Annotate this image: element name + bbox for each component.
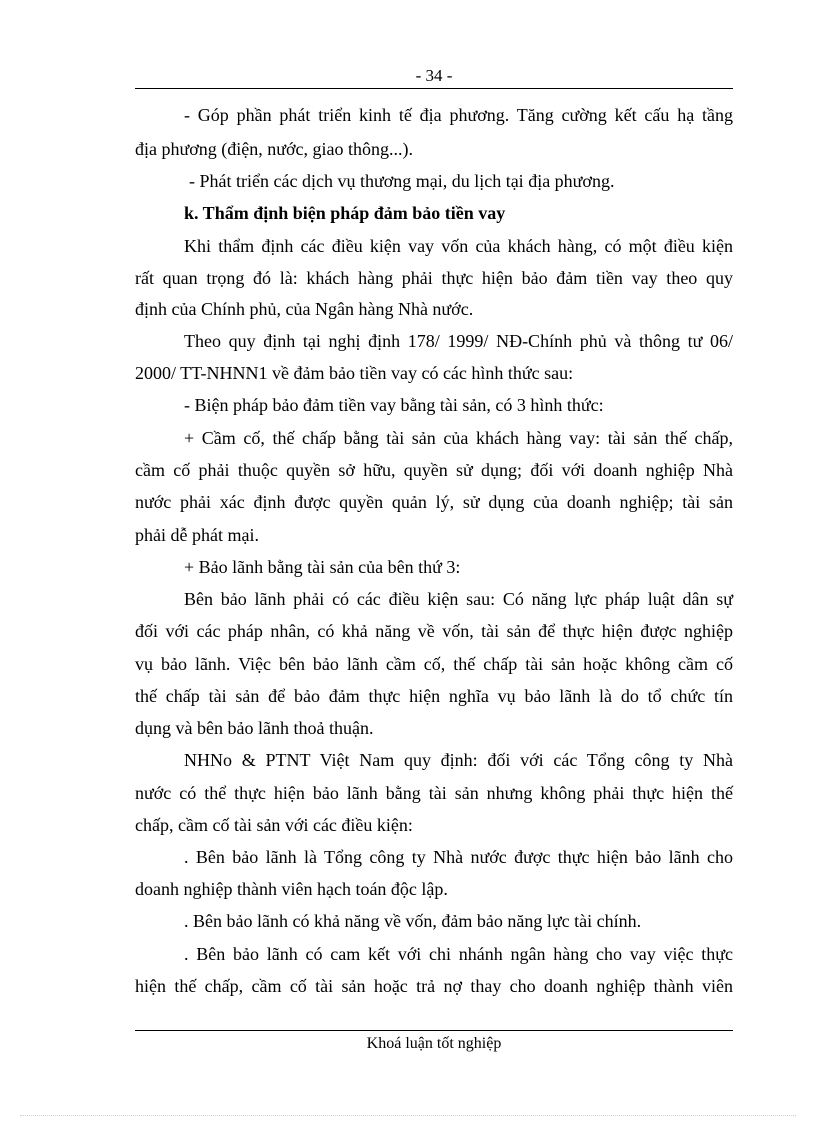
page-edge-divider xyxy=(20,1115,796,1116)
text-line: doanh nghiệp thành viên hạch toán độc lập. xyxy=(135,879,448,899)
text-line: định của Chính phủ, của Ngân hàng Nhà nước. xyxy=(135,299,474,319)
text-line: . Bên bảo lãnh có khả năng về vốn, đảm bảo năng lực tài chính. xyxy=(184,911,642,931)
text-line: 2000/ TT-NHNN1 về đảm bảo tiền vay có các hình thức sau: xyxy=(135,363,574,383)
text-line: cầm cố phải thuộc quyền sở hữu, quyền sử dụng; đối với doanh nghiệp Nhà xyxy=(135,460,733,480)
text-line: rất quan trọng đó là: khách hàng phải thực hiện bảo đảm tiền vay theo quy xyxy=(135,268,733,288)
text-line: + Cầm cố, thế chấp bằng tài sản của khách hàng vay: tài sản thế chấp, xyxy=(184,428,733,448)
text-line: nước phải xác định được quyền quản lý, sử dụng của doanh nghiệp; tài sản xyxy=(135,492,733,512)
section-heading: k. Thẩm định biện pháp đảm bảo tiền vay xyxy=(184,203,506,223)
text-line: + Bảo lãnh bằng tài sản của bên thứ 3: xyxy=(184,557,461,577)
page-number: - 34 - xyxy=(415,66,453,85)
text-line: . Bên bảo lãnh là Tổng công ty Nhà nước được thực hiện bảo lãnh cho xyxy=(184,847,733,867)
header-rule xyxy=(135,88,733,89)
text-line: Khi thẩm định các điều kiện vay vốn của khách hàng, có một điều kiện xyxy=(184,236,733,256)
text-line: - Phát triển các dịch vụ thương mại, du lịch tại địa phương. xyxy=(189,171,615,191)
text-line: - Biện pháp bảo đảm tiền vay bằng tài sản, có 3 hình thức: xyxy=(184,395,604,415)
text-line: phải dễ phát mại. xyxy=(135,525,259,545)
text-line: hiện thế chấp, cầm cố tài sản hoặc trả nợ thay cho doanh nghiệp thành viên xyxy=(135,976,733,996)
text-line: nước có thể thực hiện bảo lãnh bằng tài sản nhưng không phải thực hiện thế xyxy=(135,783,733,803)
text-line: Theo quy định tại nghị định 178/ 1999/ NĐ-Chính phủ và thông tư 06/ xyxy=(184,331,733,351)
text-line: địa phương (điện, nước, giao thông...). xyxy=(135,139,413,159)
footer-rule xyxy=(135,1030,733,1031)
text-line: Bên bảo lãnh phải có các điều kiện sau: Có năng lực pháp luật dân sự xyxy=(184,589,733,609)
text-line: dụng và bên bảo lãnh thoả thuận. xyxy=(135,718,374,738)
text-line: đối với các pháp nhân, có khả năng về vốn, tài sản để thực hiện được nghiệp xyxy=(135,621,733,641)
text-line: NHNo & PTNT Việt Nam quy định: đối với các Tổng công ty Nhà xyxy=(184,750,733,770)
text-line: vụ bảo lãnh. Việc bên bảo lãnh cầm cố, thế chấp tài sản hoặc không cầm cố xyxy=(135,654,733,674)
text-line: thế chấp tài sản để bảo đảm thực hiện nghĩa vụ bảo lãnh là do tổ chức tín xyxy=(135,686,733,706)
text-line: . Bên bảo lãnh có cam kết với chi nhánh ngân hàng cho vay việc thực xyxy=(184,944,733,964)
text-line: chấp, cầm cố tài sản với các điều kiện: xyxy=(135,815,413,835)
text-line: - Góp phần phát triển kinh tế địa phương. Tăng cường kết cấu hạ tầng xyxy=(184,105,733,125)
footer-text: Khoá luận tốt nghiệp xyxy=(366,1035,502,1052)
